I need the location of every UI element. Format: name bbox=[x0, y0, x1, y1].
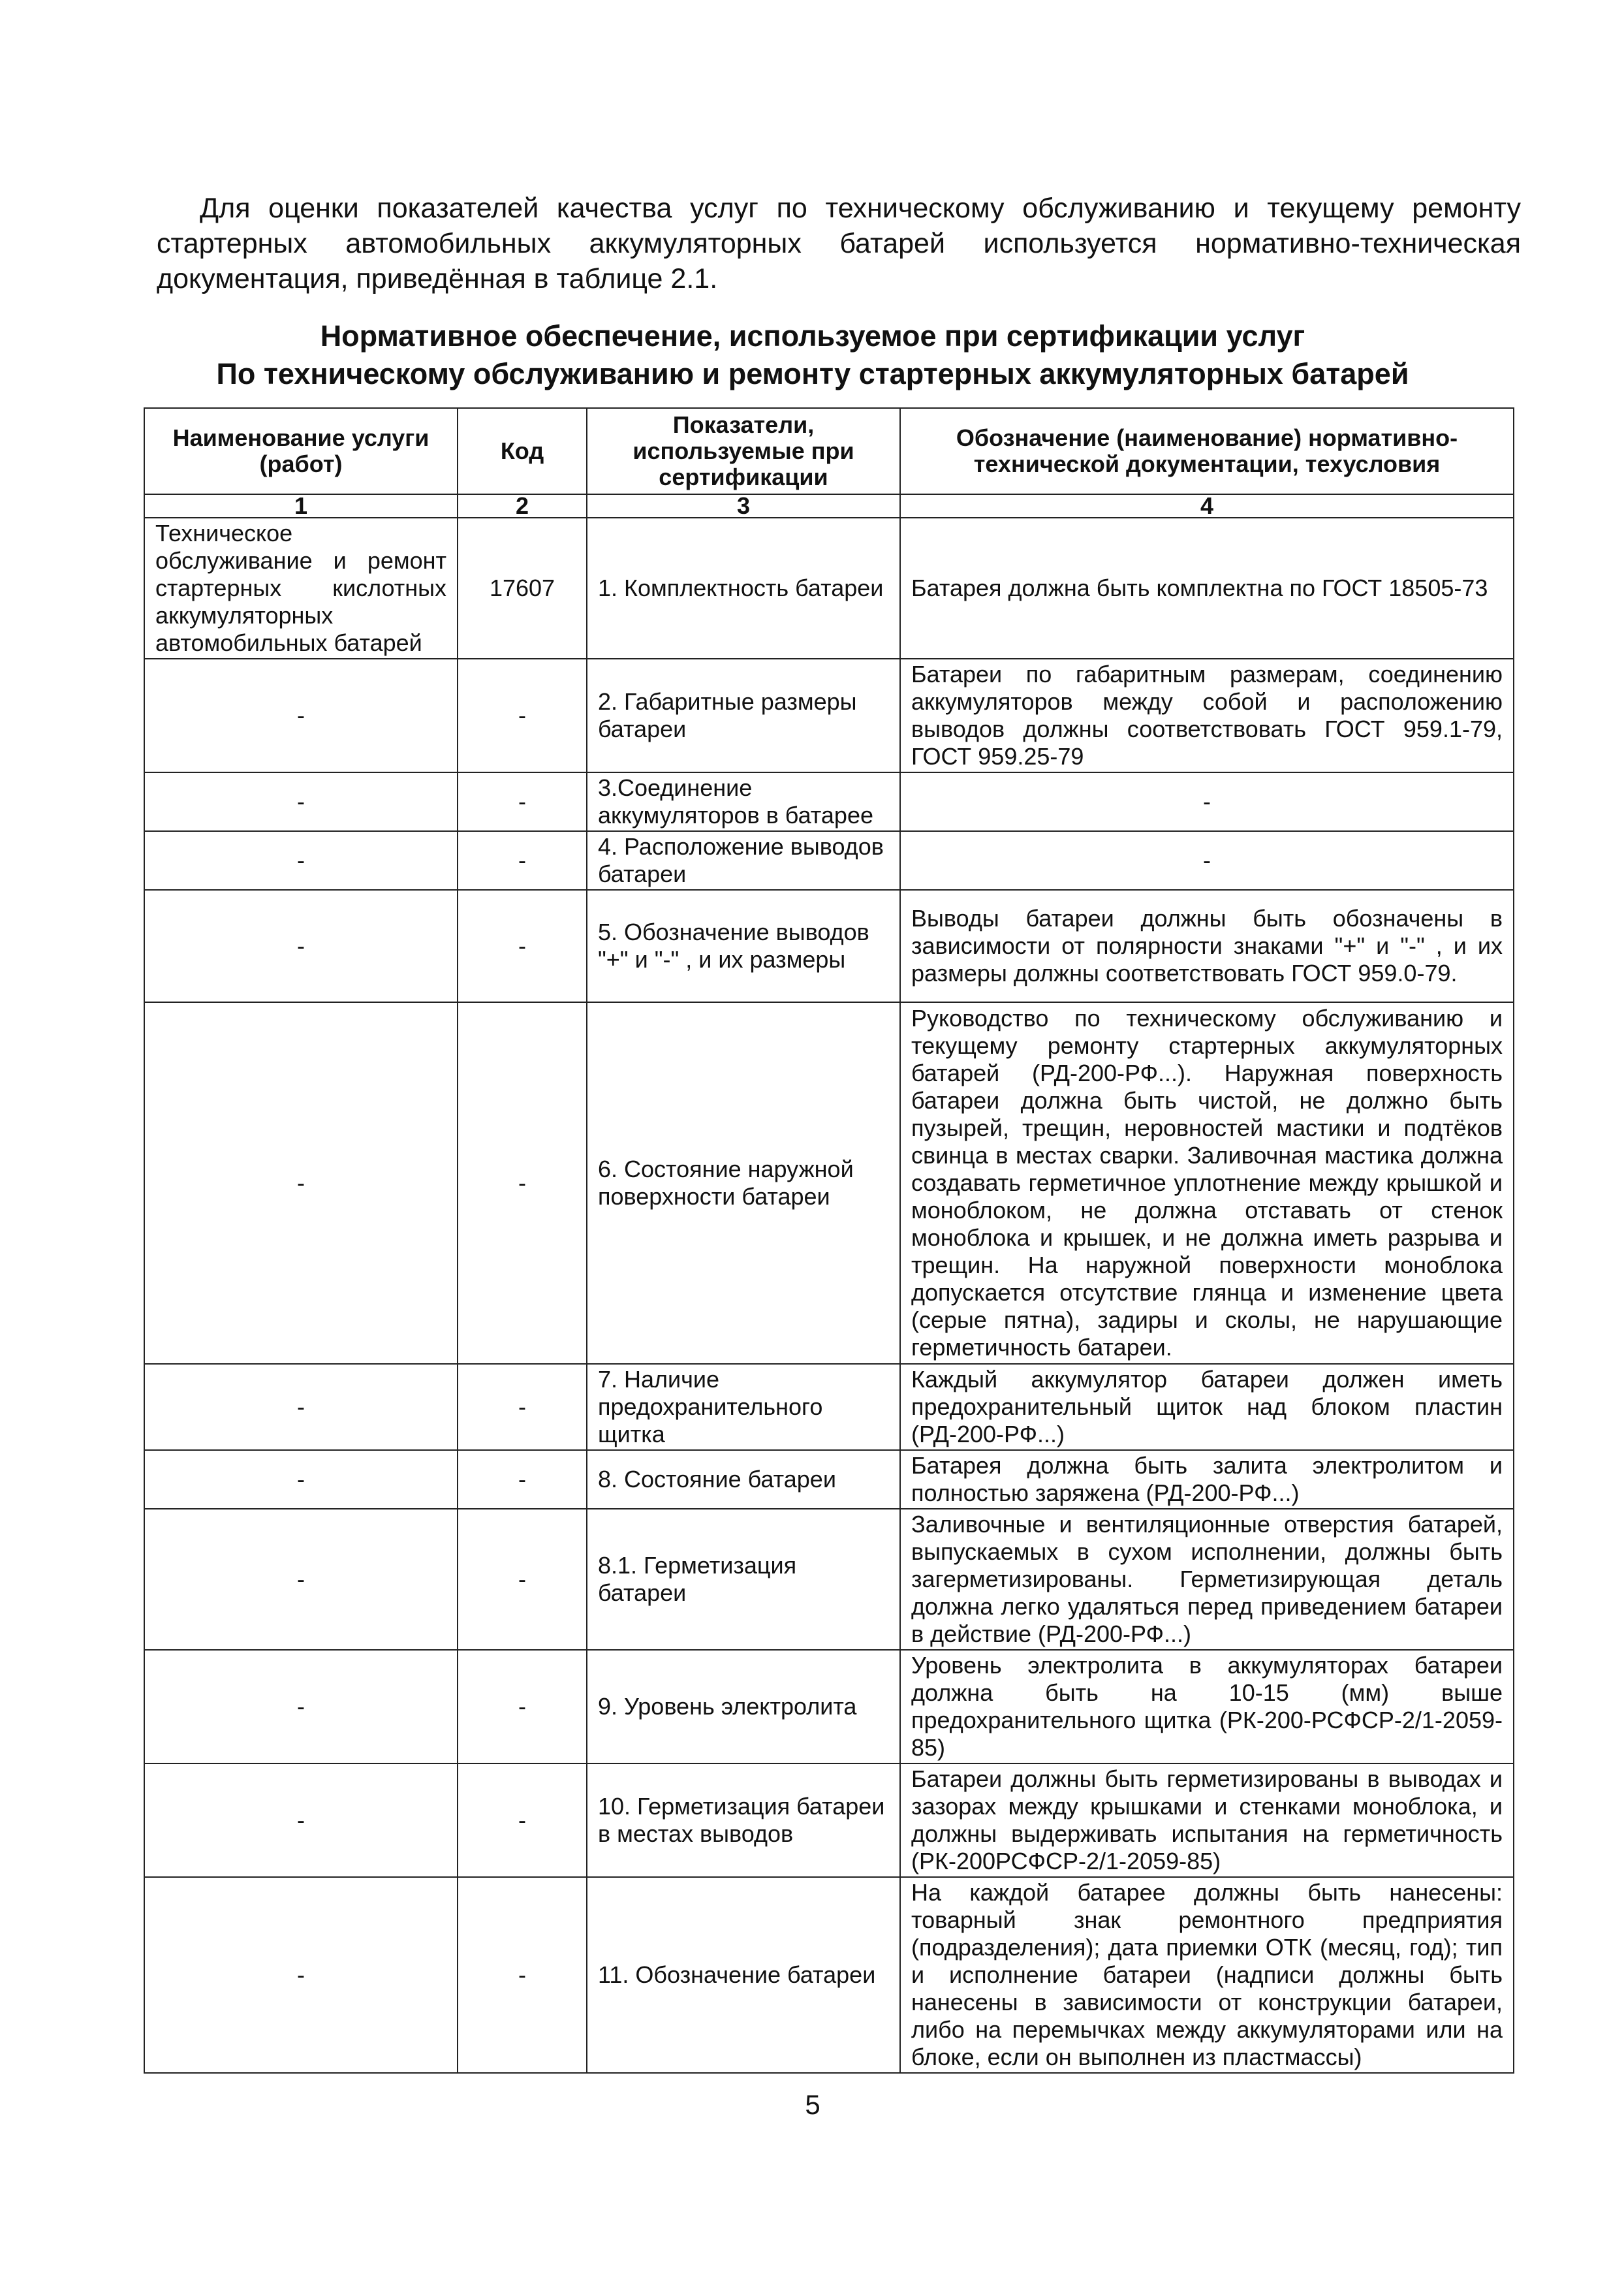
table-row bbox=[144, 1763, 1514, 1877]
indicator-cell: 9. Уровень электролита bbox=[587, 1650, 900, 1763]
indicator-cell: 10. Герметизация батареи в местах выводов bbox=[587, 1763, 900, 1877]
normative-doc-cell: Батареи должны быть герметизированы в выводах и зазорах между крышками и стенками моноблока, и должны выдерживать испытания на герметичность (РК-200РСФСР-2/1-2059-85) bbox=[900, 1763, 1514, 1877]
indicator-cell: 1. Комплектность батареи bbox=[587, 518, 900, 659]
table-row bbox=[144, 1877, 1514, 2073]
service-name-cell: - bbox=[144, 1450, 458, 1509]
normative-doc-cell: Заливочные и вентиляционные отверстия батарей, выпускаемых в сухом исполнении, должны быть загерметизированы. Герметизирующая деталь должна легко удаляться перед приведением батареи в действие (РД-200-РФ...) bbox=[900, 1509, 1514, 1650]
service-name-cell: - bbox=[144, 1509, 458, 1650]
code-cell: - bbox=[458, 1877, 587, 2073]
table-heading-line-2: По техническому обслуживанию и ремонту стартерных аккумуляторных батарей bbox=[216, 357, 1409, 390]
normative-doc-cell: Руководство по техническому обслуживанию и текущему ремонту стартерных аккумуляторных батарей (РД-200-РФ...). Наружная поверхность батареи должна быть чистой, не должно быть пузырей, трещин, неровностей мастики и подтёков свинца в местах сварки. Заливочная мастика должна создавать герметичное уплотнение между крышкой и моноблоком, не должна отставать от стенок моноблока и крышек, и не должна иметь разрыва и трещин. На наружной поверхности моноблока допускается отсутствие глянца и изменение цвета (серые пятна), задиры и сколы, не нарушающие герметичность батареи. bbox=[900, 1002, 1514, 1364]
indicator-cell: 6. Состояние наружной поверхности батареи bbox=[587, 1002, 900, 1364]
table-row bbox=[144, 1364, 1514, 1450]
indicator-cell: 4. Расположение выводов батареи bbox=[587, 831, 900, 890]
table-row bbox=[144, 659, 1514, 772]
header-normative-doc: Обозначение (наименование) нормативно-технической документации, техусловия bbox=[900, 408, 1514, 494]
normative-doc-cell: Батарея должна быть залита электролитом и полностью заряжена (РД-200-РФ...) bbox=[900, 1450, 1514, 1509]
code-cell: - bbox=[458, 1364, 587, 1450]
column-number: 2 bbox=[458, 494, 587, 518]
service-name-cell: - bbox=[144, 1763, 458, 1877]
code-cell: - bbox=[458, 1002, 587, 1364]
normative-doc-cell: Выводы батареи должны быть обозначены в зависимости от полярности знаками "+" и "-" , и их размеры должны соответствовать ГОСТ 959.0-79. bbox=[900, 890, 1514, 1002]
service-name-cell: Техническое обслуживание и ремонт стартерных кислотных аккумуляторных автомобильных батарей bbox=[144, 518, 458, 659]
service-name-cell: - bbox=[144, 831, 458, 890]
column-number: 3 bbox=[587, 494, 900, 518]
indicator-cell: 11. Обозначение батареи bbox=[587, 1877, 900, 2073]
code-cell: - bbox=[458, 890, 587, 1002]
normative-doc-cell: Каждый аккумулятор батареи должен иметь предохранительный щиток над блоком пластин (РД-200-РФ...) bbox=[900, 1364, 1514, 1450]
service-name-cell: - bbox=[144, 772, 458, 831]
table-row bbox=[144, 890, 1514, 1002]
service-name-cell: - bbox=[144, 890, 458, 1002]
code-cell: - bbox=[458, 1509, 587, 1650]
table-row bbox=[144, 1509, 1514, 1650]
header-code: Код bbox=[458, 408, 587, 494]
column-number: 4 bbox=[900, 494, 1514, 518]
indicator-cell: 2. Габаритные размеры батареи bbox=[587, 659, 900, 772]
header-service-name: Наименование услуги (работ) bbox=[144, 408, 458, 494]
normative-doc-cell: Батареи по габаритным размерам, соединению аккумуляторов между собой и расположению выводов должны соответствовать ГОСТ 959.1-79, ГОСТ 959.25-79 bbox=[900, 659, 1514, 772]
normative-table bbox=[144, 407, 1514, 2074]
table-row bbox=[144, 1650, 1514, 1763]
service-name-cell: - bbox=[144, 1877, 458, 2073]
table-heading bbox=[98, 317, 1527, 393]
header-indicators: Показатели, используемые при сертификации bbox=[587, 408, 900, 494]
service-name-cell: - bbox=[144, 659, 458, 772]
table-row bbox=[144, 831, 1514, 890]
code-cell: - bbox=[458, 831, 587, 890]
page-number: 5 bbox=[805, 2089, 820, 2120]
table-row bbox=[144, 772, 1514, 831]
service-name-cell: - bbox=[144, 1650, 458, 1763]
normative-doc-cell: Батарея должна быть комплектна по ГОСТ 18505-73 bbox=[900, 518, 1514, 659]
column-number-row bbox=[144, 494, 1514, 518]
service-name-cell: - bbox=[144, 1364, 458, 1450]
indicator-cell: 5. Обозначение выводов "+" и "-" , и их размеры bbox=[587, 890, 900, 1002]
indicator-cell: 3.Соединение аккумуляторов в батарее bbox=[587, 772, 900, 831]
code-cell: 17607 bbox=[458, 518, 587, 659]
normative-doc-cell: На каждой батарее должны быть нанесены: товарный знак ремонтного предприятия (подразделения); дата приемки ОТК (месяц, год); тип и исполнение батареи (надписи должны быть нанесены в зависимости от конструкции батареи, либо на перемычках между аккумуляторами или на блоке, если он выполнен из пластмассы) bbox=[900, 1877, 1514, 2073]
code-cell: - bbox=[458, 1450, 587, 1509]
code-cell: - bbox=[458, 1650, 587, 1763]
normative-doc-cell: - bbox=[900, 772, 1514, 831]
indicator-cell: 8.1. Герметизация батареи bbox=[587, 1509, 900, 1650]
indicator-cell: 7. Наличие предохранительного щитка bbox=[587, 1364, 900, 1450]
intro-paragraph: Для оценки показателей качества услуг по техническому обслуживанию и текущему ремонту стартерных автомобильных аккумуляторных батарей используется нормативно-техническая документация, приведённая в таблице 2.1. bbox=[157, 193, 1521, 294]
column-number: 1 bbox=[144, 494, 458, 518]
table-heading-line-1: Нормативное обеспечение, используемое при сертификации услуг bbox=[320, 319, 1305, 353]
normative-doc-cell: - bbox=[900, 831, 1514, 890]
indicator-cell: 8. Состояние батареи bbox=[587, 1450, 900, 1509]
table-header-row bbox=[144, 408, 1514, 494]
table-row bbox=[144, 1002, 1514, 1364]
service-name-cell: - bbox=[144, 1002, 458, 1364]
code-cell: - bbox=[458, 1763, 587, 1877]
table-row bbox=[144, 518, 1514, 659]
table-row bbox=[144, 1450, 1514, 1509]
normative-doc-cell: Уровень электролита в аккумуляторах батареи должна быть на 10-15 (мм) выше предохранительного щитка (РК-200-РСФСР-2/1-2059-85) bbox=[900, 1650, 1514, 1763]
code-cell: - bbox=[458, 772, 587, 831]
code-cell: - bbox=[458, 659, 587, 772]
